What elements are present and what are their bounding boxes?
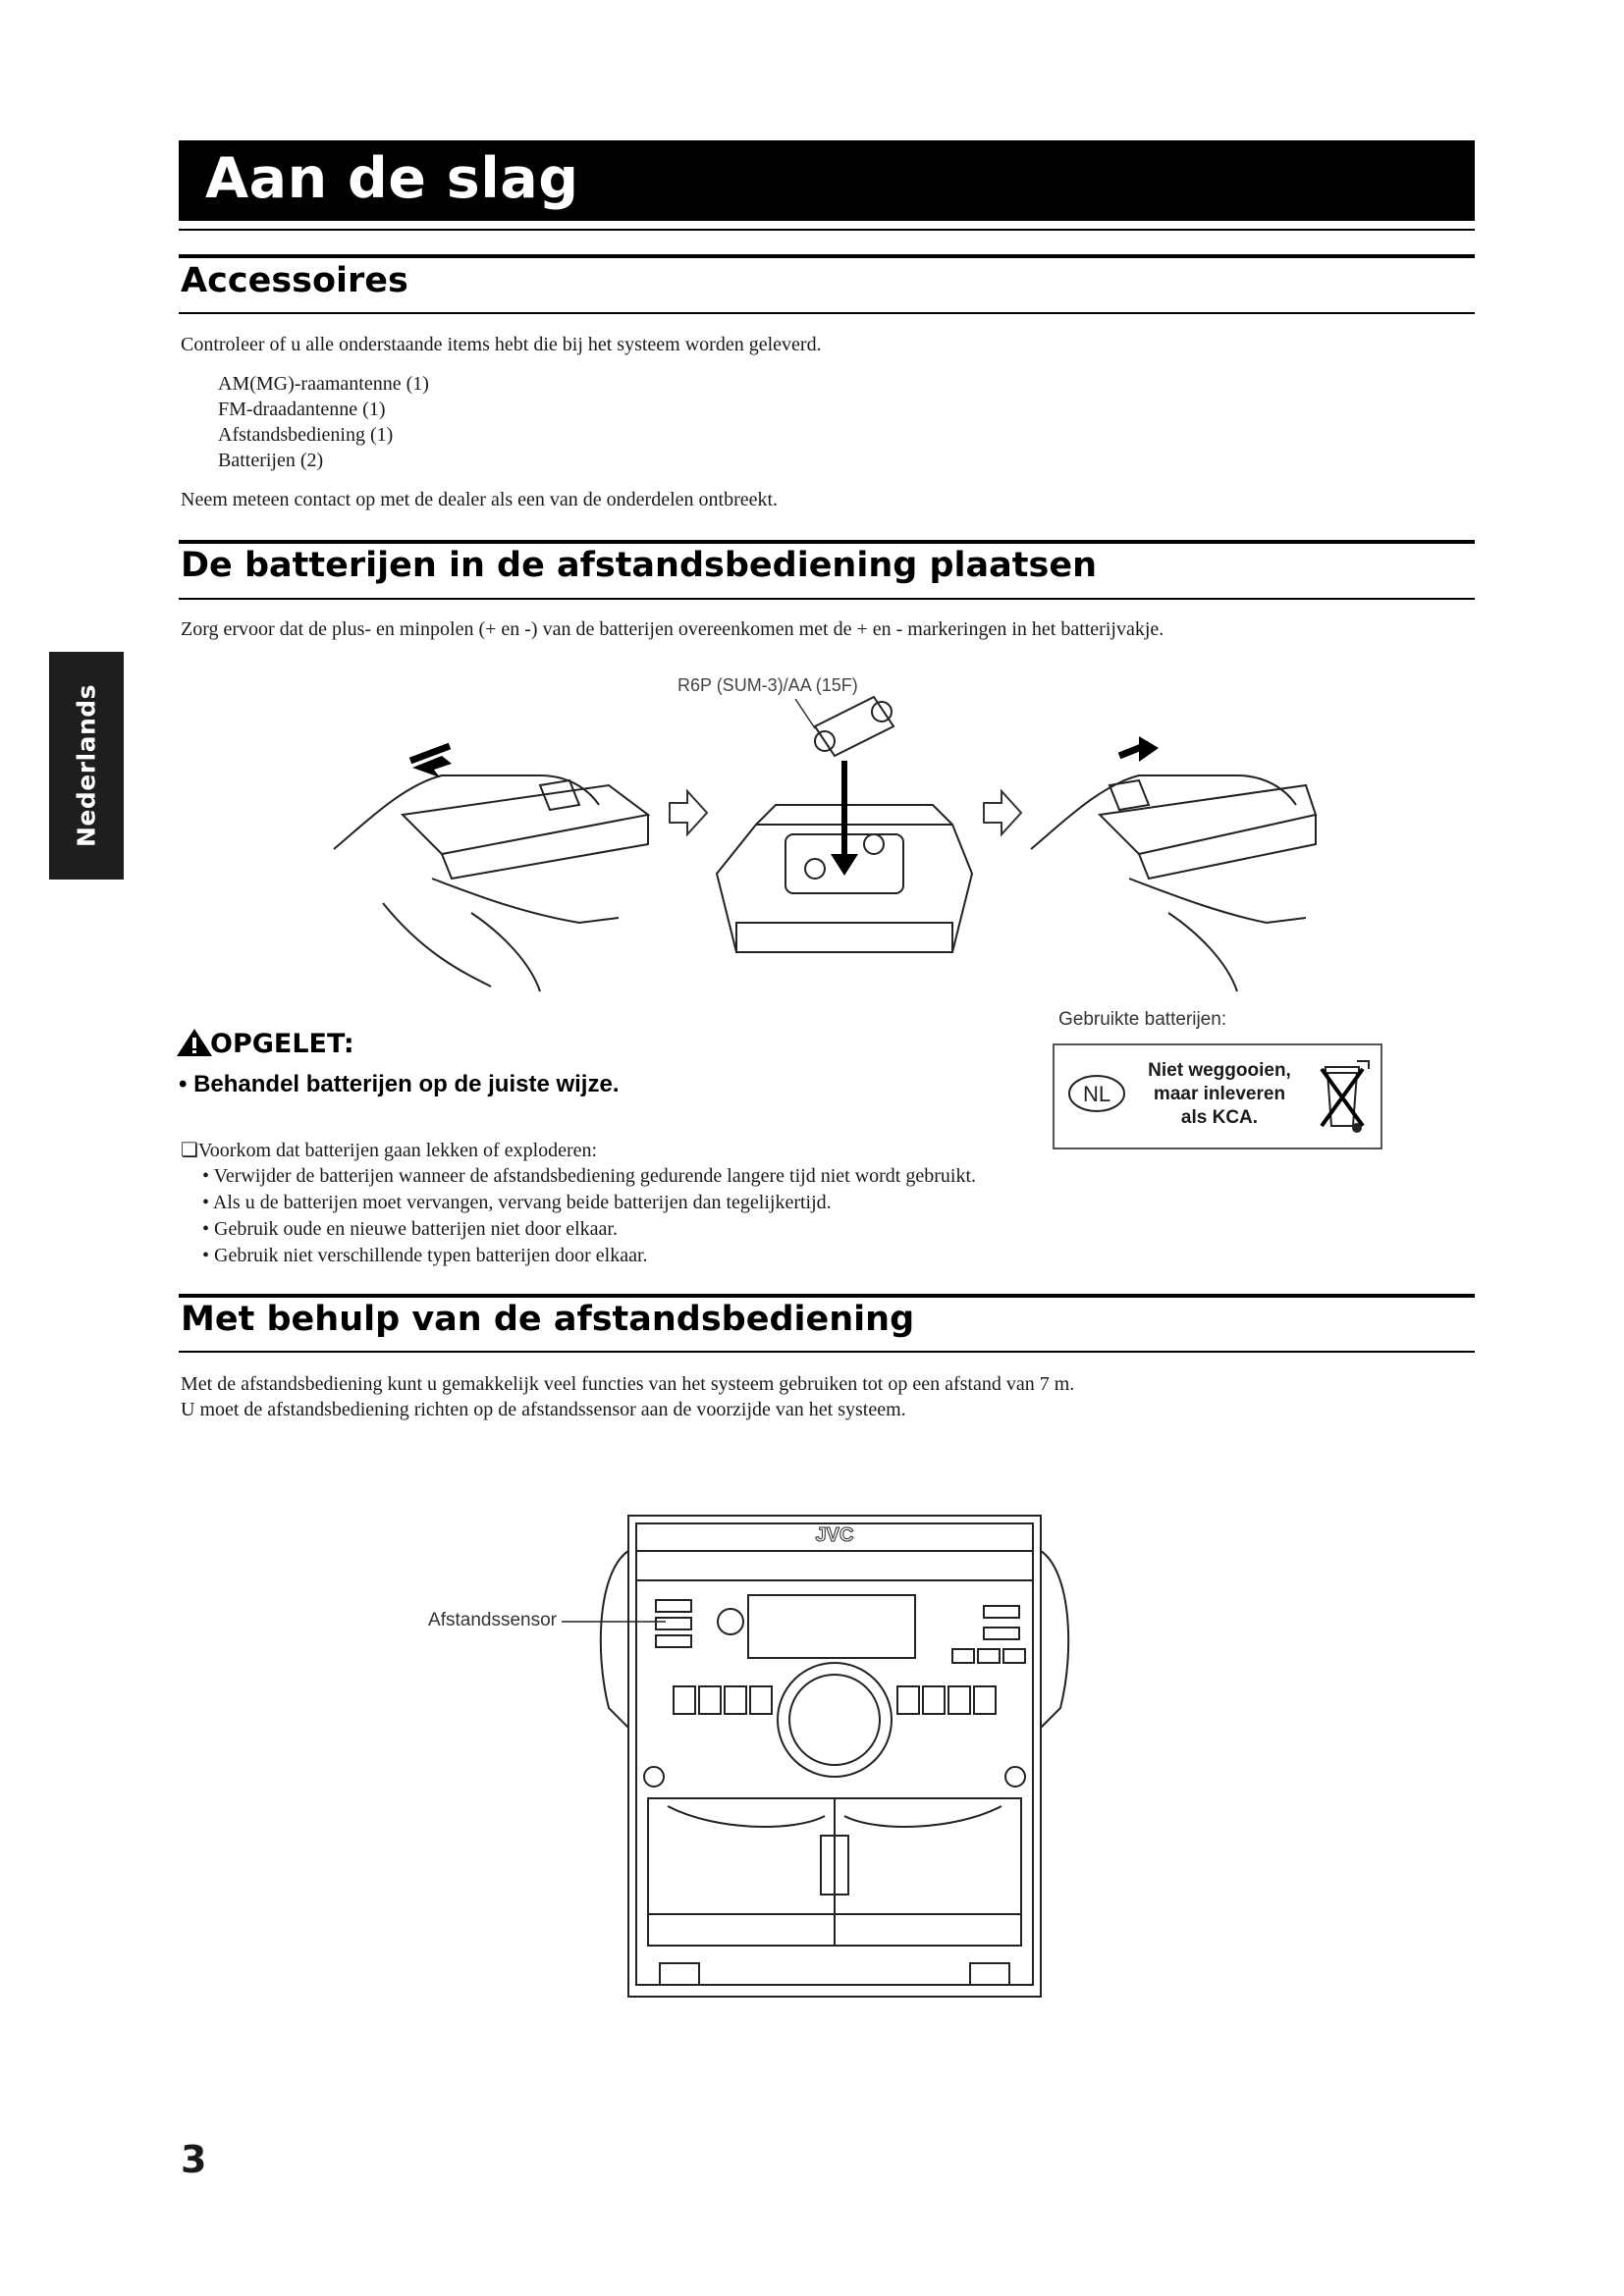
step3-remote-close [1031, 775, 1316, 991]
list-item: • Als u de batterijen moet vervangen, vervang beide batterijen dan tegelijkertijd. [202, 1190, 976, 1216]
heading-underline-gebruik [179, 1351, 1475, 1353]
display-window [748, 1595, 915, 1658]
heading-gebruik: Met behulp van de afstandsbediening [181, 1300, 915, 1339]
list-item: Afstandsbediening (1) [218, 424, 394, 446]
accessoires-note: Neem meteen contact op met de dealer als een van de onderdelen ontbreekt. [181, 489, 779, 510]
prevent-list [202, 1163, 976, 1269]
remote-sensor [718, 1609, 743, 1634]
section-rule-batterijen [179, 540, 1475, 544]
nl-badge [1066, 1073, 1127, 1114]
page-title: Aan de slag [205, 146, 579, 211]
title-underline [179, 229, 1475, 231]
battery-type-label: R6P (SUM-3)/AA (15F) [677, 675, 858, 695]
step1-remote-open [334, 775, 648, 991]
section-rule-accessoires [179, 254, 1475, 258]
heading-accessoires: Accessoires [181, 261, 408, 300]
page-title-bar [179, 140, 1475, 221]
warning-icon [175, 1027, 214, 1058]
volume-knob [778, 1663, 892, 1777]
prevent-intro: ❏Voorkom dat batterijen gaan lekken of exploderen: [181, 1140, 598, 1161]
list-item: • Gebruik niet verschillende typen batterijen door elkaar. [202, 1243, 976, 1269]
used-batteries-label: Gebruikte batterijen: [1058, 1009, 1227, 1030]
heading-underline-accessoires [179, 312, 1475, 314]
heading-batterijen: De batterijen in de afstandsbediening plaatsen [181, 546, 1098, 585]
kca-line1: Niet weggooien, [1148, 1060, 1291, 1081]
gebruik-line1: Met de afstandsbediening kunt u gemakkelijk veel functies van het systeem gebruiken tot op een afstand van 7 m. [181, 1373, 1075, 1395]
list-item: • Gebruik oude en nieuwe batterijen niet door elkaar. [202, 1216, 976, 1243]
heading-underline-batterijen [179, 598, 1475, 600]
step-arrow-icon [984, 791, 1021, 834]
caution-subtitle: • Behandel batterijen op de juiste wijze. [179, 1071, 620, 1097]
crossed-bin-icon [1318, 1055, 1373, 1140]
language-tab-label: Nederlands [72, 683, 101, 848]
step-arrow-icon [670, 791, 707, 834]
page-number: 3 [181, 2138, 207, 2181]
brand-logo: JVC [815, 1524, 854, 1546]
list-item: AM(MG)-raamantenne (1) [218, 373, 429, 395]
caution-title: OPGELET: [210, 1029, 354, 1059]
batterijen-intro: Zorg ervoor dat de plus- en minpolen (+ en -) van de batterijen overeenkomen met de + en - markeringen in het batterijvakje. [181, 618, 1164, 640]
kca-line3: als KCA. [1180, 1107, 1259, 1128]
list-item: FM-draadantenne (1) [218, 399, 386, 420]
section-rule-gebruik [179, 1294, 1475, 1298]
stereo-system-illustration [403, 1512, 1070, 2002]
list-item: • Verwijder de batterijen wanneer de afstandsbediening gedurende langere tijd niet wordt gebruikt. [202, 1163, 976, 1190]
kca-notice [1053, 1043, 1382, 1149]
list-item: Batterijen (2) [218, 450, 324, 471]
battery-illustration [324, 667, 1326, 1001]
accessoires-list [218, 371, 429, 473]
language-tab [49, 652, 124, 880]
svg-text:NL: NL [1082, 1082, 1111, 1106]
gebruik-line2: U moet de afstandsbediening richten op de afstandssensor aan de voorzijde van het systeem. [181, 1399, 906, 1420]
kca-line2: maar inleveren [1153, 1084, 1286, 1104]
accessoires-intro: Controleer of u alle onderstaande items hebt die bij het systeem worden geleverd. [181, 334, 822, 355]
sensor-label: Afstandssensor [428, 1610, 557, 1630]
